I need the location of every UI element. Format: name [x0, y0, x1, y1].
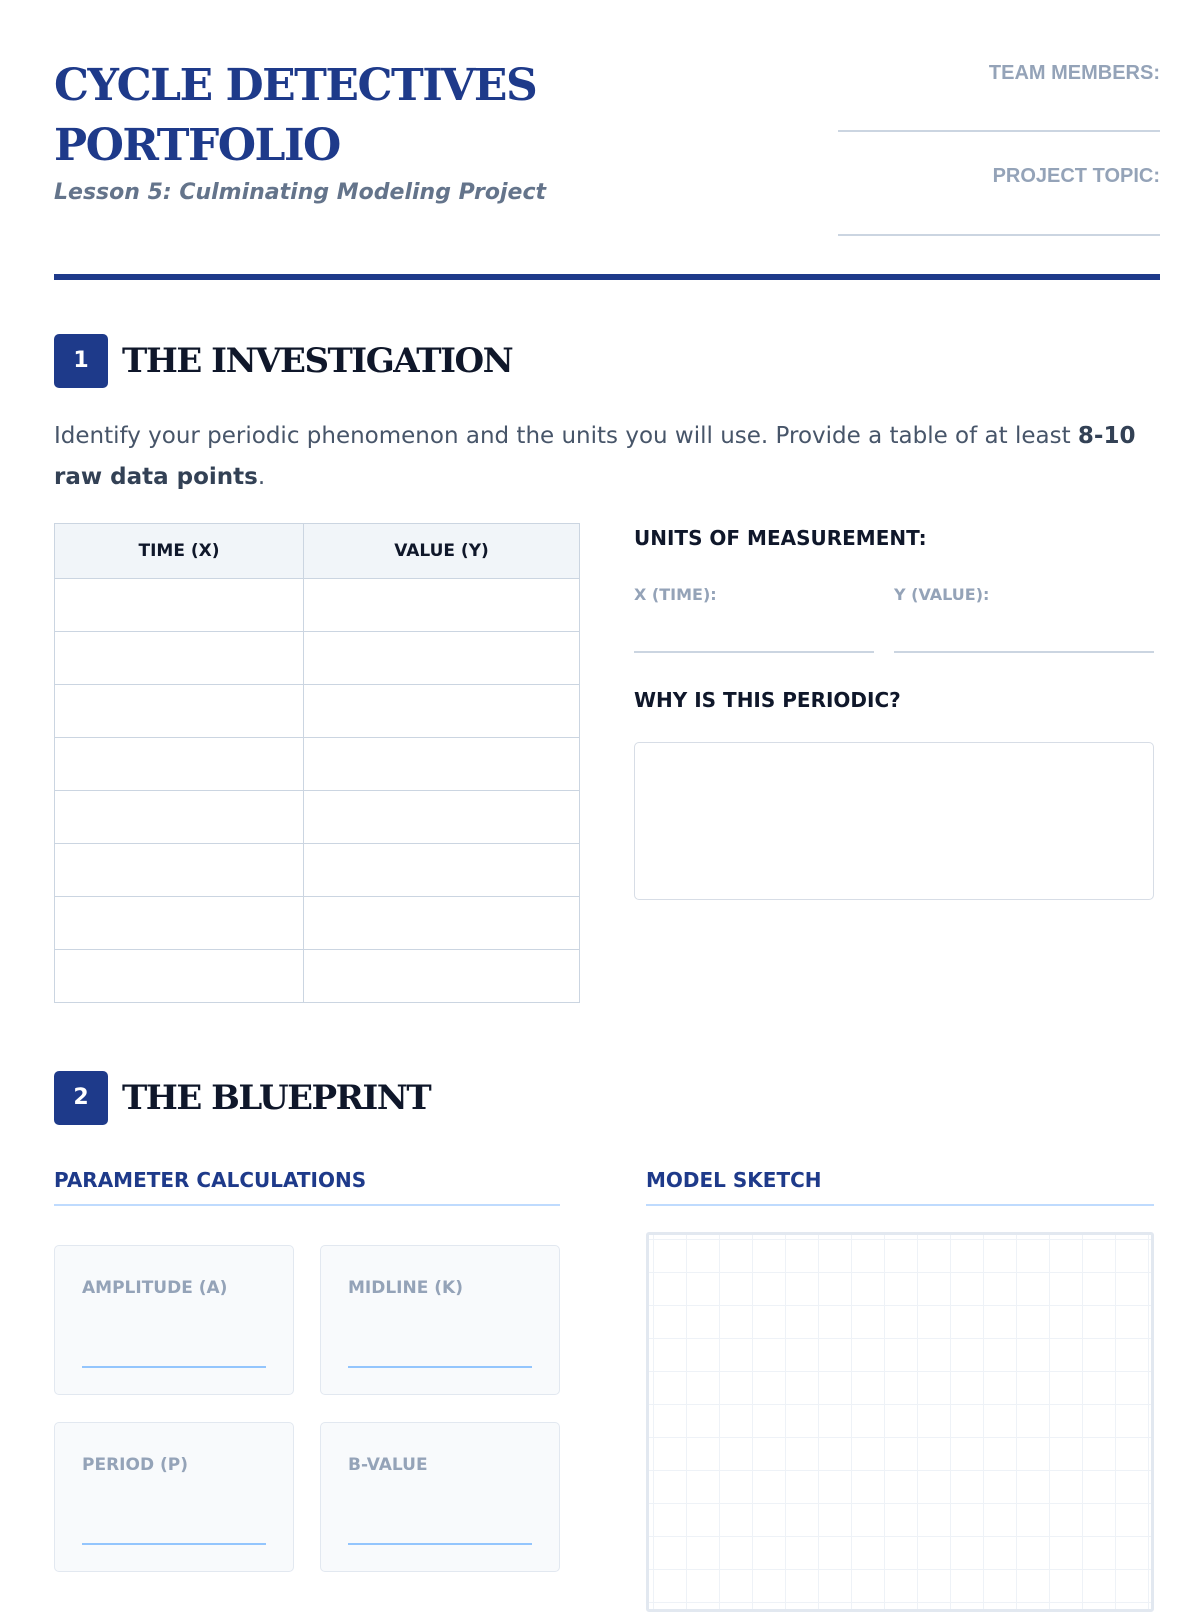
time-cell[interactable]: [55, 950, 304, 1003]
amplitude-field[interactable]: [82, 1366, 266, 1368]
table-row: [55, 738, 580, 791]
midline-label: MIDLINE (K): [348, 1278, 463, 1298]
instructions-text: Identify your periodic phenomenon and the units you will use. Provide a table of at least: [54, 423, 1078, 449]
section-title: THE BLUEPRINT: [122, 1078, 431, 1118]
amplitude-label: AMPLITUDE (A): [82, 1278, 228, 1298]
section-1-heading: [54, 334, 854, 388]
project-topic-label: PROJECT TOPIC:: [992, 165, 1160, 187]
value-cell[interactable]: [304, 579, 580, 632]
section-number-badge: 2: [54, 1071, 108, 1125]
sketch-heading-underline: [646, 1204, 1154, 1206]
project-topic-field[interactable]: [838, 234, 1160, 236]
time-cell[interactable]: [55, 685, 304, 738]
team-members-label: TEAM MEMBERS:: [988, 62, 1160, 84]
b-value-field[interactable]: [348, 1543, 532, 1545]
page-title: [54, 56, 536, 176]
y-units-label: Y (VALUE):: [894, 585, 990, 604]
midline-card: [320, 1245, 560, 1395]
midline-field[interactable]: [348, 1366, 532, 1368]
value-cell[interactable]: [304, 738, 580, 791]
period-card: [54, 1422, 294, 1572]
amplitude-card: [54, 1245, 294, 1395]
instructions-emphasis: 8-10 raw data points: [54, 423, 1136, 490]
worksheet-page: [54, 0, 1160, 1600]
table-row: [55, 844, 580, 897]
title-line-2: PORTFOLIO: [54, 120, 340, 171]
period-label: PERIOD (P): [82, 1455, 188, 1475]
section-1-instructions: [54, 416, 1160, 498]
time-cell[interactable]: [55, 738, 304, 791]
why-periodic-heading: WHY IS THIS PERIODIC?: [634, 688, 901, 712]
time-cell[interactable]: [55, 579, 304, 632]
value-cell[interactable]: [304, 950, 580, 1003]
time-cell[interactable]: [55, 632, 304, 685]
column-header-time: TIME (X): [55, 524, 304, 579]
table-row: [55, 791, 580, 844]
table-row: [55, 632, 580, 685]
section-title: THE INVESTIGATION: [122, 341, 513, 381]
b-value-card: [320, 1422, 560, 1572]
value-cell[interactable]: [304, 632, 580, 685]
section-2-heading: [54, 1071, 854, 1125]
value-cell[interactable]: [304, 844, 580, 897]
time-cell[interactable]: [55, 897, 304, 950]
model-sketch-grid[interactable]: [646, 1232, 1154, 1612]
title-line-1: CYCLE DETECTIVES: [54, 60, 537, 111]
table-header-row: [55, 524, 580, 579]
table-row: [55, 579, 580, 632]
parameter-calculations-heading: PARAMETER CALCULATIONS: [54, 1168, 367, 1192]
value-cell[interactable]: [304, 897, 580, 950]
time-cell[interactable]: [55, 791, 304, 844]
parameter-heading-underline: [54, 1204, 560, 1206]
units-heading: UNITS OF MEASUREMENT:: [634, 526, 927, 550]
team-members-field[interactable]: [838, 130, 1160, 132]
value-cell[interactable]: [304, 685, 580, 738]
column-header-value: VALUE (Y): [304, 524, 580, 579]
b-value-label: B-VALUE: [348, 1455, 428, 1475]
x-units-label: X (TIME):: [634, 585, 717, 604]
raw-data-table: [54, 523, 580, 1003]
period-field[interactable]: [82, 1543, 266, 1545]
model-sketch-heading: MODEL SKETCH: [646, 1168, 822, 1192]
header-divider: [54, 274, 1160, 280]
x-units-field[interactable]: [634, 651, 874, 653]
table-row: [55, 897, 580, 950]
why-periodic-answer-box[interactable]: [634, 742, 1154, 900]
table-body: [55, 579, 580, 1003]
value-cell[interactable]: [304, 791, 580, 844]
page-subtitle: Lesson 5: Culminating Modeling Project: [54, 180, 547, 205]
instructions-end: .: [257, 464, 266, 490]
header: [54, 56, 1160, 226]
table-row: [55, 950, 580, 1003]
time-cell[interactable]: [55, 844, 304, 897]
table-row: [55, 685, 580, 738]
section-number-badge: 1: [54, 334, 108, 388]
y-units-field[interactable]: [894, 651, 1154, 653]
